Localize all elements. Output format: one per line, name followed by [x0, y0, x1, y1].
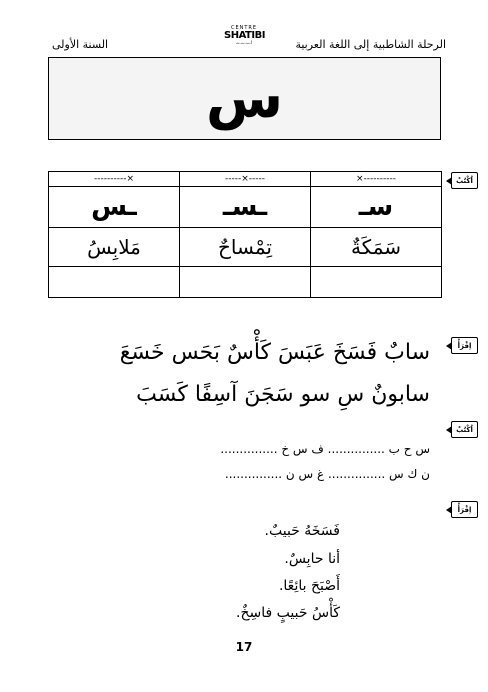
letter-box: [48, 57, 441, 140]
reading-sentence: فَسَخَهُ حَبيبٌ.: [264, 523, 340, 539]
writing-line: س ح ب ............... ف س خ ...............: [220, 442, 430, 456]
empty-cell: [49, 267, 180, 298]
tracing-cell: -----×-----: [180, 172, 311, 187]
course-title: الرحلة الشاطبية إلى اللغة العربية: [295, 38, 446, 51]
empty-writing-row: [49, 267, 442, 298]
read-tag: اِقْرَأْ: [451, 501, 478, 518]
shatibi-logo: [224, 26, 264, 45]
empty-cell: [180, 267, 311, 298]
reading-sentence: أَصْبَحَ بائِعًا.: [278, 578, 340, 594]
tracing-cell: ----------×: [49, 172, 180, 187]
tracing-cell: ×----------: [311, 172, 442, 187]
letter-forms-table: [48, 171, 442, 298]
reading-line: سابونٌ سِ سو سَجَنَ آسِفًا كَسَبَ: [136, 382, 430, 407]
logo-main-text: SHATIBI: [224, 30, 265, 41]
reading-sentence: أنا حابِسٌ.: [284, 551, 340, 567]
reading-line: سابٌ فَسَخَ عَبَسَ كَأْسٌ بَحَس خَسَعَ: [119, 340, 430, 365]
word-initial: سَمَكَةٌ: [311, 228, 442, 267]
tracing-row: [49, 172, 442, 187]
logo-top-text: CENTRE: [230, 25, 258, 31]
words-row: [49, 228, 442, 267]
word-final: مَلابِسُ: [49, 228, 180, 267]
logo-sub-text: أ.ب.ت.ث: [235, 40, 253, 45]
empty-cell: [311, 267, 442, 298]
write-tag: اُكْتُبْ: [451, 172, 478, 189]
form-medial: ـسـ: [180, 187, 311, 228]
forms-row: [49, 187, 442, 228]
form-initial: سـ: [311, 187, 442, 228]
write-tag: اُكْتُبْ: [451, 421, 478, 438]
page-number: 17: [235, 640, 253, 654]
form-final: ـس: [49, 187, 180, 228]
reading-sentence: كَأْسُ حَبيبٍ فاسِخٌ.: [236, 605, 340, 621]
writing-line: ن ك س ............... غ س ن ...............: [224, 467, 430, 481]
main-letter: س: [205, 65, 284, 131]
school-year: السنة الأولى: [52, 38, 109, 51]
read-tag: اِقْرَأْ: [451, 337, 478, 354]
word-medial: تِمْساحٌ: [180, 228, 311, 267]
